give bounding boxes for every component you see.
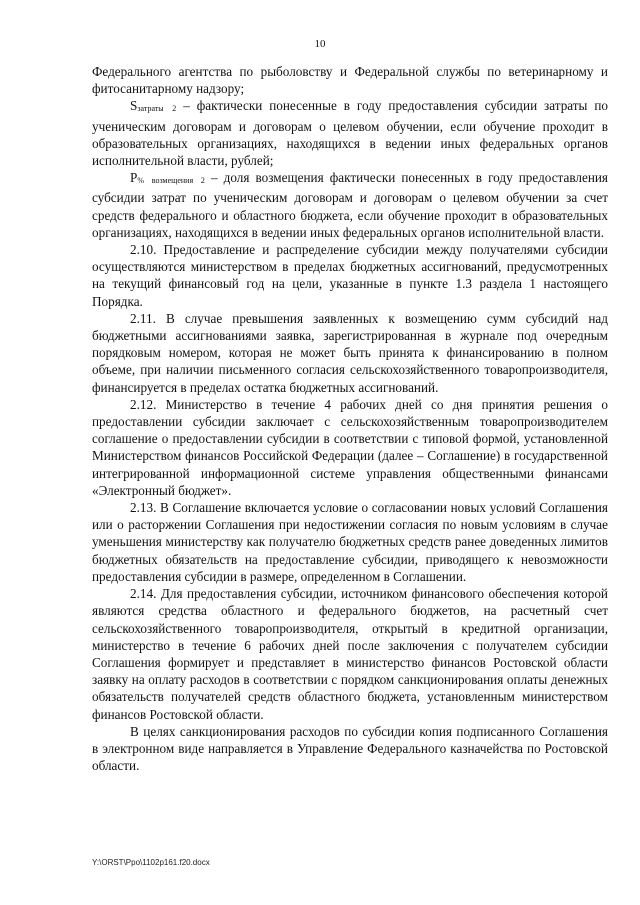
paragraph-text: – фактически понесенные в году предоставления субсидии затраты по ученическим договорам и договорам о целевом обучении, если обучение проходит в образовательных организациях, находящихся в ведении иных федеральных органов исполнительной власти, рублей;: [92, 98, 608, 169]
paragraph-agencies: Федерального агентства по рыболовству и Федеральной службы по ветеринарному и фитосанитарному надзору;: [92, 64, 608, 97]
formula-subscript: затраты 2: [137, 104, 177, 114]
paragraph-2-13: 2.13. В Соглашение включается условие о согласовании новых условий Соглашения или о расторжении Соглашения при недостижении согласия по новым условиям в случае уменьшения министерству как получателю бюджетных средств ранее доведенных лимитов бюджетных обязательств на предоставление субсидии, приводящего к невозможности предоставления субсидии в размере, определенном в Соглашении.: [92, 500, 608, 584]
paragraph-text: – доля возмещения фактически понесенных в году предоставления субсидии затрат по ученическим договорам и договорам о целевом обучении за счет средств федерального и областного бюджета, если обучение проходит в образовательных организациях, находящихся в ведении иных федеральных органов исполнительной власти.: [92, 170, 608, 240]
paragraph-2-10: 2.10. Предоставление и распределение субсидии между получателями субсидии осуществляются министерством в пределах бюджетных ассигнований, предусмотренных на текущий финансовый год на цели, указанные в пункте 1.3 раздела 1 настоящего Порядка.: [92, 242, 608, 309]
formula-symbol-s: S: [130, 98, 138, 114]
paragraph-2-12: 2.12. Министерство в течение 4 рабочих дней со дня принятия решения о предоставлении субсидии заключает с сельскохозяйственным товаропроизводителем соглашение о предоставлении субсидии в соответствии с типовой формой, установленной Министерством финансов Российской Федерации (далее – Соглашение) в государственной интегрированной информационной системе управления общественными финансами «Электронный бюджет».: [92, 396, 608, 498]
formula-symbol-p: Р: [130, 170, 138, 186]
paragraph-2-14: 2.14. Для предоставления субсидии, источником финансового обеспечения которой являются средства областного и федерального бюджетов, на расчетный счет сельскохозяйственного товаропроизводителя, открытый в кредитной организации, министерство в течение 6 рабочих дней после заключения с получателем субсидии Соглашения формирует и представляет в министерство финансов Ростовской области заявку на оплату расходов в соответствии с порядком санкционирования оплаты денежных обязательств получателей средств областного бюджета, установленным министерством финансов Ростовской области.: [92, 586, 608, 722]
paragraph-2-11: 2.11. В случае превышения заявленных к возмещению сумм субсидий над бюджетными ассигнованиями заявка, зарегистрированная в журнале под очередным порядковым номером, которая не может быть принята к финансированию в полном объеме, при наличии письменного согласия сельскохозяйственного товаропроизводителя, финансируется в пределах остатка бюджетных ассигнований.: [92, 310, 608, 395]
formula-subscript: % возмещения 2: [137, 176, 205, 186]
paragraph-treasury: В целях санкционирования расходов по субсидии копия подписанного Соглашения в электронном виде направляется в Управление Федерального казначейства по Ростовской области.: [92, 723, 608, 774]
document-body: [92, 63, 608, 774]
paragraph-p-share: [92, 169, 608, 241]
footer-file-path: Y:\ORST\Ppo\1102p161.f20.docx: [92, 858, 210, 867]
paragraph-s-costs: [92, 97, 608, 169]
page-number: 10: [314, 38, 326, 50]
